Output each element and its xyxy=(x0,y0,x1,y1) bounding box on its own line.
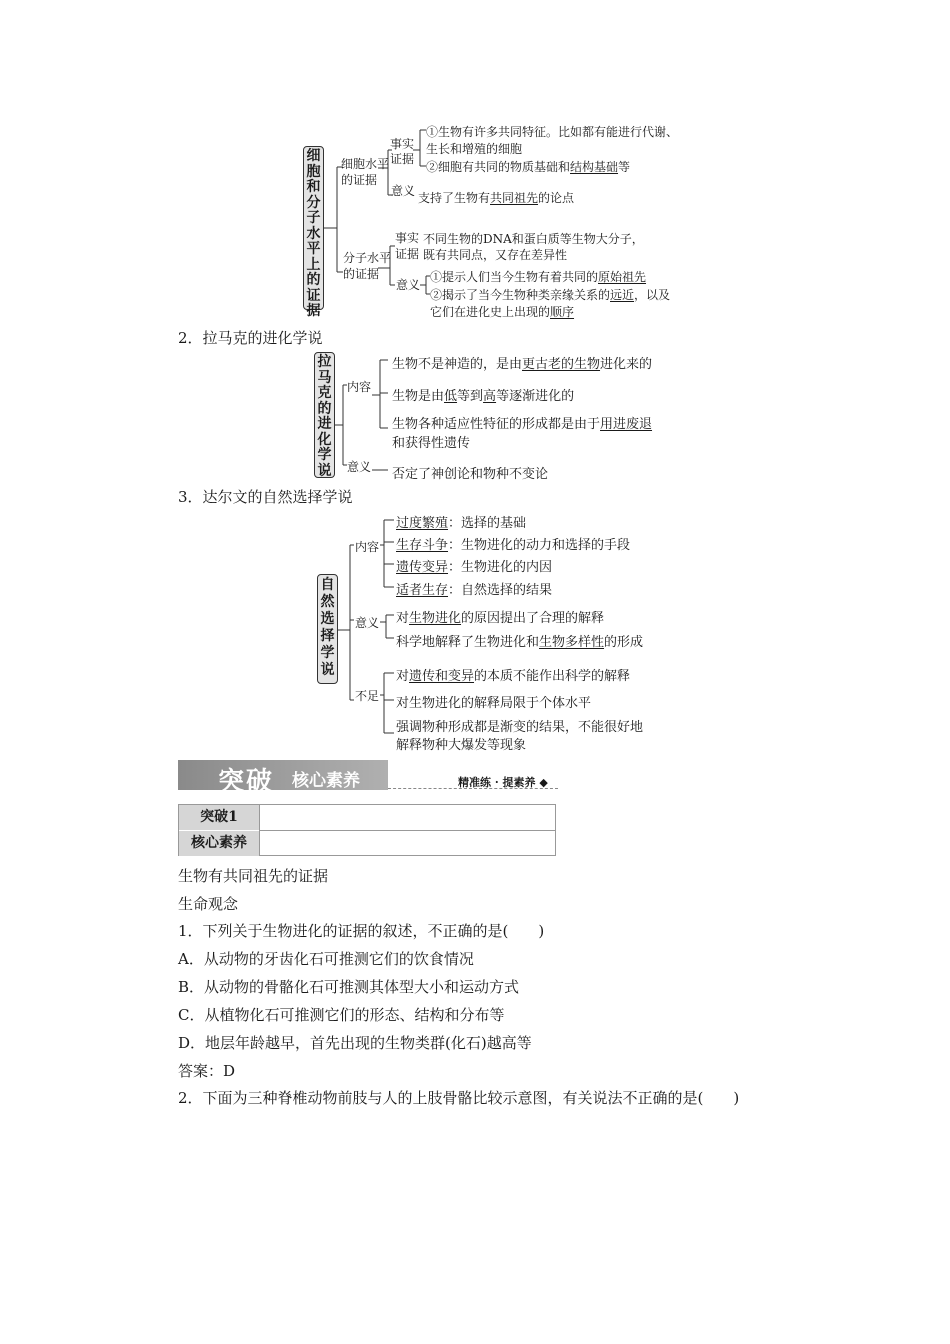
cell-level-label: 细胞水平 的证据 xyxy=(341,157,390,187)
topic-title: 生物有共同祖先的证据 xyxy=(178,867,329,885)
table-row-label-2: 核心素养 xyxy=(179,831,259,856)
banner-tagline: 精准练 · 提素养 ◆ xyxy=(458,776,548,789)
question-1: 1．下列关于生物进化的证据的叙述，不正确的是( ) xyxy=(178,922,545,940)
question-1-option-c: C．从植物化石可推测它们的形态、结构和分布等 xyxy=(178,1006,505,1024)
cell-fact-label: 事实 证据 xyxy=(390,137,415,166)
mol-sig-1: ①提示人们当今生物有着共同的原始祖先 xyxy=(430,270,647,284)
diagram1-title-box: 细 胞 和 分 子 水 平 上 的 证 据 xyxy=(303,146,324,310)
mol-significance-label: 意义 xyxy=(396,278,421,292)
breakthrough-table xyxy=(178,804,556,856)
darwin-title-box: 自 然 选 择 学 说 xyxy=(317,574,338,684)
mol-fact-b: 既有共同点，又存在差异性 xyxy=(423,248,568,262)
darwin-significance-2: 科学地解释了生物进化和生物多样性的形成 xyxy=(396,635,644,650)
table-row-cell-2 xyxy=(259,831,555,856)
darwin-heading: 3．达尔文的自然选择学说 xyxy=(178,488,353,506)
darwin-content-1: 过度繁殖：选择的基础 xyxy=(396,516,527,531)
mol-sig-2: ②揭示了当今生物种类亲缘关系的远近，以及 xyxy=(430,288,671,302)
answer-1: 答案：D xyxy=(178,1062,236,1080)
darwin-lack-3a: 强调物种形成都是渐变的结果，不能很好地 xyxy=(396,720,644,735)
darwin-content-label: 内容 xyxy=(355,540,380,554)
lamarck-item-1: 生物不是神造的，是由更古老的生物进化来的 xyxy=(392,357,653,372)
literacy-label: 生命观念 xyxy=(178,895,239,913)
lamarck-item-3: 生物各种适应性特征的形成都是由于用进废退 xyxy=(392,417,653,432)
question-1-option-a: A．从动物的牙齿化石可推测它们的饮食情况 xyxy=(178,950,474,968)
banner-title: 突破 xyxy=(218,767,275,797)
table-row-cell-1 xyxy=(259,805,555,831)
mol-fact-label: 事实 证据 xyxy=(395,231,420,261)
molecular-level-label: 分子水平 的证据 xyxy=(343,251,392,281)
darwin-lack-1: 对遗传和变异的本质不能作出科学的解释 xyxy=(396,669,631,684)
question-1-option-b: B．从动物的骨骼化石可推测其体型大小和运动方式 xyxy=(178,978,520,996)
darwin-lack-2: 对生物进化的解释局限于个体水平 xyxy=(396,696,592,711)
lamarck-heading: 2．拉马克的进化学说 xyxy=(178,329,323,347)
lamarck-title-box: 拉 马 克 的 进 化 学 说 xyxy=(314,352,335,478)
darwin-significance-label: 意义 xyxy=(355,616,380,630)
darwin-significance-1: 对生物进化的原因提出了合理的解释 xyxy=(396,611,605,626)
table-row-label-1: 突破1 xyxy=(179,805,259,830)
lamarck-significance-text: 否定了神创论和物种不变论 xyxy=(392,467,549,482)
lamarck-item-2: 生物是由低等到高等逐渐进化的 xyxy=(392,389,575,404)
lamarck-significance-label: 意义 xyxy=(347,460,372,474)
cell-fact-2: ②细胞有共同的物质基础和结构基础等 xyxy=(426,160,631,174)
cell-fact-1a: ①生物有许多共同特征。比如都有能进行代谢、 xyxy=(426,125,679,139)
darwin-content-3: 遗传变异：生物进化的内因 xyxy=(396,560,553,575)
banner-divider xyxy=(388,788,558,789)
darwin-lack-3b: 解释物种大爆发等现象 xyxy=(396,738,527,753)
lamarck-content-label: 内容 xyxy=(347,380,372,394)
mol-sig-3: 它们在进化史上出现的顺序 xyxy=(430,305,575,319)
darwin-lack-label: 不足 xyxy=(355,689,380,703)
lamarck-item-3b: 和获得性遗传 xyxy=(392,436,471,451)
darwin-content-4: 适者生存：自然选择的结果 xyxy=(396,583,553,598)
darwin-content-2: 生存斗争：生物进化的动力和选择的手段 xyxy=(396,538,631,553)
question-2: 2．下面为三种脊椎动物前肢与人的上肢骨骼比较示意图，有关说法不正确的是( ) xyxy=(178,1089,740,1107)
cell-significance-label: 意义 xyxy=(391,184,416,198)
cell-significance-text: 支持了生物有共同祖先的论点 xyxy=(418,191,575,205)
banner-subtitle: 核心素养 xyxy=(292,771,360,791)
cell-fact-1b: 生长和增殖的细胞 xyxy=(426,142,523,156)
mol-fact-a: 不同生物的DNA和蛋白质等生物大分子， xyxy=(423,232,644,246)
question-1-option-d: D．地层年龄越早，首先出现的生物类群(化石)越高等 xyxy=(178,1034,532,1052)
